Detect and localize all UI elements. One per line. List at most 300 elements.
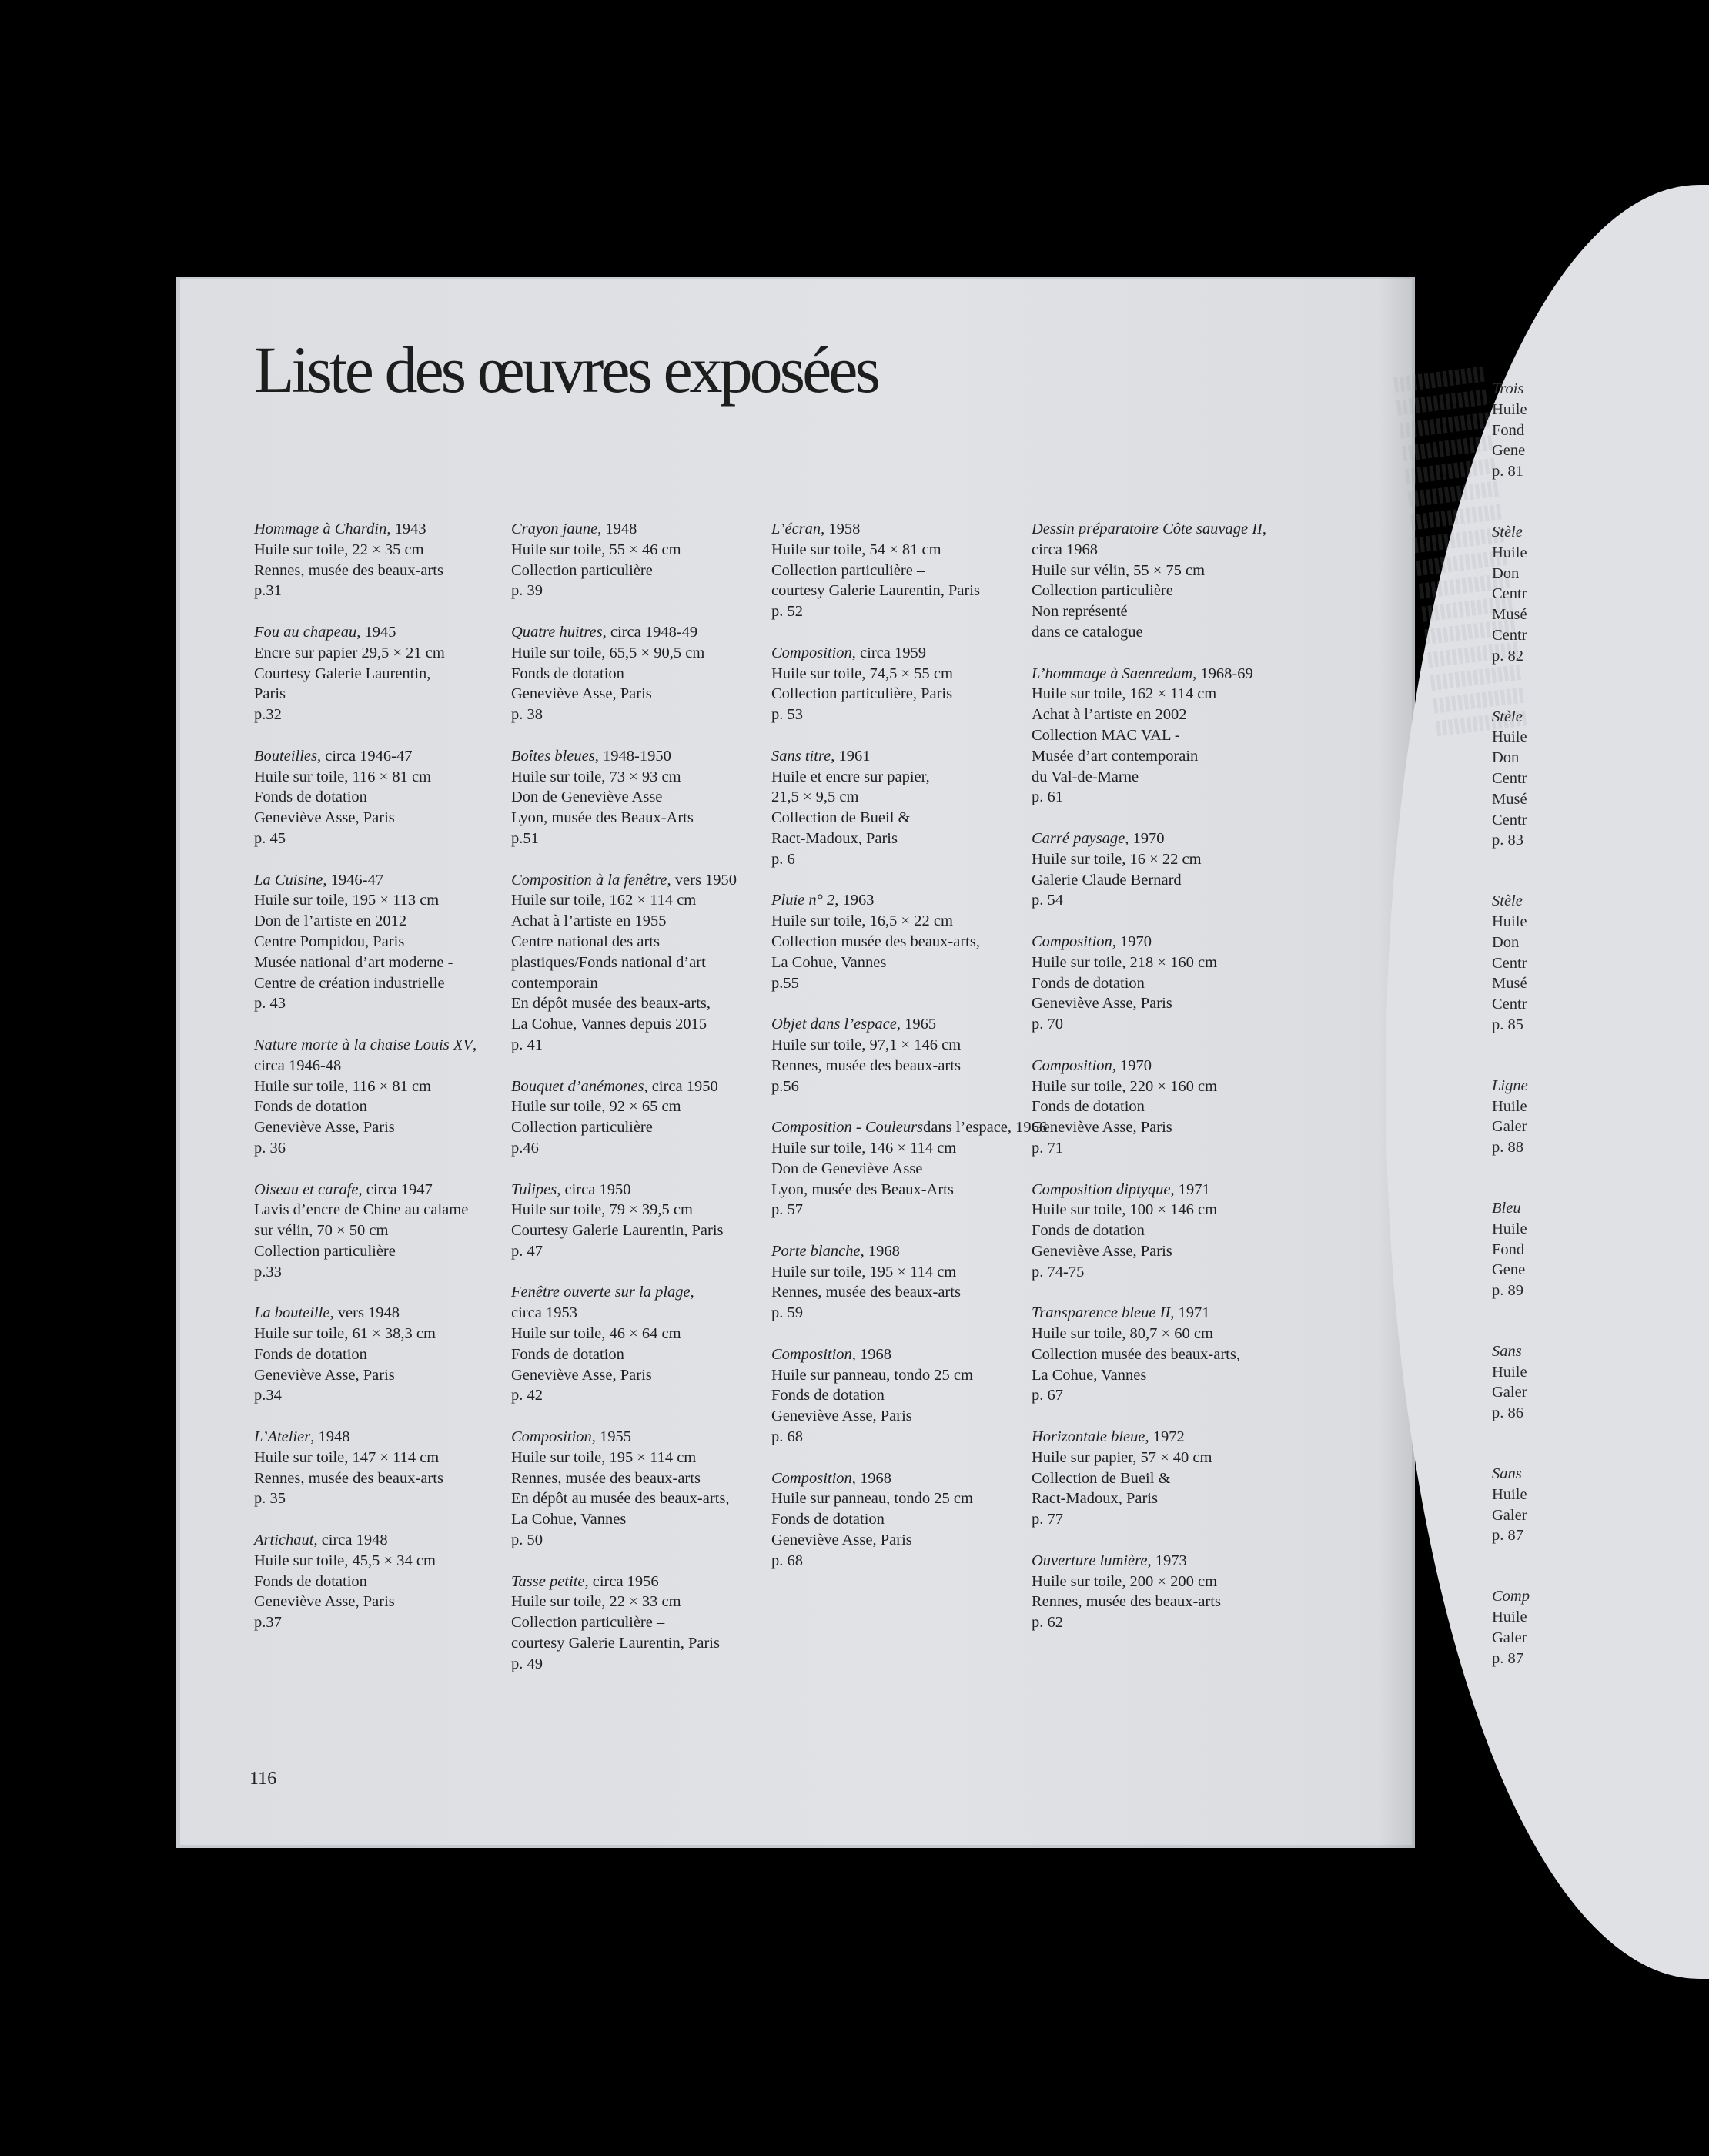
artwork-detail-line: Ract-Madoux, Paris: [771, 829, 898, 847]
artwork-detail-line: Rennes, musée des beaux-arts: [1032, 1593, 1221, 1611]
artwork-date: , 1948-1950: [594, 747, 671, 765]
artwork-detail-line: Geneviève Asse, Paris: [511, 1366, 652, 1384]
artwork-detail-line: Huile sur toile, 92 × 65 cm: [511, 1098, 681, 1116]
artwork-title-line: [511, 1076, 765, 1097]
facing-entry-line: Galer: [1492, 1629, 1527, 1646]
artwork-detail-line: p. 50: [511, 1532, 543, 1549]
artwork-title-line: [254, 622, 508, 643]
artwork-detail-line: p. 42: [511, 1387, 543, 1404]
catalogue-page: [180, 279, 1412, 1845]
artwork-detail-line: Ract-Madoux, Paris: [1032, 1490, 1158, 1508]
artwork-entry: [771, 1468, 1025, 1572]
artwork-entry: [771, 1014, 1025, 1096]
artwork-title: Hommage à Chardin: [254, 521, 387, 537]
artwork-date: , 1963: [834, 892, 875, 909]
artwork-title: Oiseau et carafe: [254, 1180, 359, 1198]
artwork-title-line: [254, 746, 508, 767]
artwork-entry: [254, 1303, 508, 1406]
artwork-detail-line: p. 67: [1032, 1387, 1063, 1404]
artwork-title: Sans titre: [771, 747, 831, 765]
artwork-detail-line: p. 59: [771, 1304, 803, 1322]
artwork-title-line: [1032, 519, 1286, 540]
artwork-entry: [1032, 829, 1286, 911]
artwork-detail-line: p. 47: [511, 1242, 543, 1260]
artwork-detail-line: La Cohue, Vannes depuis 2015: [511, 1016, 707, 1033]
artwork-detail-line: Centre Pompidou, Paris: [254, 932, 405, 950]
artwork-detail-line: Huile sur toile, 55 × 46 cm: [511, 541, 681, 558]
artwork-detail-line: Fonds de dotation: [254, 1572, 367, 1590]
artwork-detail-line: Geneviève Asse, Paris: [254, 809, 395, 827]
artwork-entry: [1032, 664, 1286, 808]
artwork-title-line: [254, 870, 508, 891]
artwork-detail-line: Huile sur toile, 61 × 38,3 cm: [254, 1325, 436, 1343]
artwork-detail-line: Fonds de dotation: [1032, 974, 1145, 992]
artwork-entry: [254, 1427, 508, 1509]
artwork-detail-line: Collection particulière –: [771, 561, 925, 579]
facing-entry-line: Centr: [1492, 585, 1527, 603]
artwork-detail-line: Fonds de dotation: [511, 1345, 624, 1363]
artwork-detail-line: Huile sur toile, 195 × 113 cm: [254, 892, 440, 909]
artwork-detail-line: Huile sur toile, 79 × 39,5 cm: [511, 1201, 693, 1219]
facing-entry-line: Centr: [1492, 626, 1527, 644]
artwork-detail-line: p. 43: [254, 995, 286, 1013]
artwork-detail-line: p.34: [254, 1387, 282, 1404]
artwork-title-line: [1032, 1303, 1286, 1324]
artwork-detail-line: Centre de création industrielle: [254, 974, 445, 992]
artwork-entry: [511, 1282, 765, 1406]
facing-entry-line: Fond: [1492, 1240, 1525, 1258]
artwork-title: Composition: [771, 644, 852, 661]
artwork-detail-line: p. 45: [254, 829, 286, 847]
artwork-title-line: [771, 1014, 1025, 1035]
artwork-entry: [771, 746, 1025, 870]
artwork-entry: [254, 1180, 508, 1283]
artwork-title: Tasse petite: [511, 1572, 585, 1590]
artwork-detail-line: p.32: [254, 706, 282, 724]
facing-entry-line: p. 87: [1492, 1527, 1523, 1545]
artwork-entry: [1032, 1180, 1286, 1283]
artwork-detail-line: sur vélin, 70 × 50 cm: [254, 1222, 389, 1240]
artwork-entry: [254, 519, 508, 601]
artwork-detail-line: Fonds de dotation: [1032, 1098, 1145, 1116]
artwork-detail-line: Huile sur toile, 116 × 81 cm: [254, 768, 432, 785]
facing-entry-line: Don: [1492, 749, 1520, 767]
artwork-title-line: [254, 1180, 508, 1200]
artwork-title-line: [511, 1427, 765, 1448]
artwork-date: , 1970: [1125, 829, 1165, 847]
artwork-date: , 1945: [356, 623, 396, 641]
artwork-detail-line: Huile sur toile, 218 × 160 cm: [1032, 953, 1218, 971]
artwork-detail-line: p. 41: [511, 1036, 543, 1053]
artwork-detail-line: Huile sur toile, 162 × 114 cm: [511, 892, 697, 909]
artwork-entry: [254, 1530, 508, 1633]
artwork-entry: [254, 870, 508, 1015]
artwork-detail-line: Huile sur toile, 73 × 93 cm: [511, 768, 681, 785]
artwork-detail-line: p.55: [771, 974, 799, 992]
artwork-detail-line: Huile sur papier, 57 × 40 cm: [1032, 1448, 1212, 1466]
artwork-entry: [511, 746, 765, 849]
artwork-title: Quatre huitres: [511, 623, 603, 641]
artwork-detail-line: Huile sur toile, 100 × 146 cm: [1032, 1201, 1218, 1219]
artwork-title-line: [771, 890, 1025, 911]
artwork-entry: [254, 746, 508, 849]
artwork-detail-line: plastiques/Fonds national d’art: [511, 953, 706, 971]
artwork-detail-line: Fonds de dotation: [771, 1511, 885, 1528]
artwork-detail-line: p.37: [254, 1614, 282, 1632]
artwork-detail-line: Geneviève Asse, Paris: [1032, 1242, 1172, 1260]
artwork-detail-line: Courtesy Galerie Laurentin, Paris: [511, 1222, 724, 1240]
artwork-detail-line: Geneviève Asse, Paris: [254, 1119, 395, 1137]
artwork-title: La Cuisine: [254, 871, 323, 889]
artwork-detail-line: dans ce catalogue: [1032, 623, 1143, 641]
artwork-detail-line: p. 61: [1032, 788, 1063, 806]
artwork-title-line: [771, 1468, 1025, 1489]
artwork-detail-line: Fonds de dotation: [254, 1345, 367, 1363]
artwork-detail-line: Fonds de dotation: [254, 1098, 367, 1116]
artwork-detail-line: Huile sur toile, 74,5 × 55 cm: [771, 665, 953, 682]
artwork-detail-line: p. 39: [511, 582, 543, 600]
artwork-detail-line: du Val-de-Marne: [1032, 768, 1139, 785]
artwork-title-line: [771, 1241, 1025, 1262]
facing-entry: [1492, 1586, 1538, 1669]
artwork-date: , 1971: [1170, 1180, 1210, 1198]
artwork-title: Composition: [1032, 932, 1112, 950]
artwork-detail-line: Collection particulière –: [511, 1614, 665, 1632]
artwork-detail-line: Fonds de dotation: [511, 665, 624, 682]
artwork-detail-line: Huile sur toile, 16 × 22 cm: [1032, 850, 1202, 868]
artwork-title-line: [1032, 932, 1286, 952]
facing-entry-line: Comp: [1492, 1588, 1530, 1605]
artwork-detail-line: Rennes, musée des beaux-arts: [511, 1469, 701, 1487]
artwork-title-line: [771, 519, 1025, 540]
artwork-date: , 1968: [860, 1242, 900, 1260]
artwork-detail-line: p. 71: [1032, 1139, 1063, 1157]
artwork-entry: [771, 643, 1025, 725]
artwork-title: Bouteilles: [254, 747, 317, 765]
artwork-title: Composition - Couleurs: [771, 1119, 924, 1137]
artwork-detail-line: Lavis d’encre de Chine au calame: [254, 1201, 469, 1219]
artwork-title-line: [771, 1344, 1025, 1365]
artwork-entry: [771, 890, 1025, 993]
artwork-detail-line: Collection musée des beaux-arts,: [1032, 1345, 1240, 1363]
artwork-detail-line: Huile sur toile, 46 × 64 cm: [511, 1325, 681, 1343]
artwork-entry: [511, 1427, 765, 1551]
facing-entry-line: Huile: [1492, 1609, 1527, 1626]
facing-entry-line: Gene: [1492, 1261, 1526, 1279]
artwork-title-line: [771, 746, 1025, 767]
artwork-date: , 1972: [1145, 1428, 1185, 1446]
artwork-detail-line: Collection particulière: [1032, 582, 1173, 600]
artwork-detail-line: Geneviève Asse, Paris: [771, 1408, 912, 1425]
artwork-title: Fou au chapeau: [254, 623, 357, 641]
artwork-title: Dessin préparatoire Côte sauvage II: [1032, 521, 1263, 537]
artwork-detail-line: p. 68: [771, 1552, 803, 1569]
artwork-date: , 1971: [1170, 1304, 1210, 1322]
artwork-title-line: [1032, 1056, 1286, 1076]
artwork-detail-line: p. 49: [511, 1655, 543, 1672]
artwork-title: Composition à la fenêtre: [511, 871, 667, 889]
facing-entry-line: Centr: [1492, 769, 1527, 787]
artwork-detail-line: p. 35: [254, 1490, 286, 1508]
artwork-title-line: [511, 1572, 765, 1592]
artwork-date: , 1961: [831, 747, 871, 765]
artwork-date: , circa 1956: [584, 1572, 659, 1590]
artwork-detail-line: p.33: [254, 1263, 282, 1281]
artwork-detail-line: p. 6: [771, 850, 795, 868]
artwork-detail-line: Huile sur panneau, tondo 25 cm: [771, 1366, 973, 1384]
artwork-entry: [511, 870, 765, 1056]
artwork-date: ,: [1262, 521, 1266, 537]
artwork-entry: [511, 622, 765, 725]
artwork-date: , 1948: [597, 521, 637, 537]
artwork-entry: [771, 519, 1025, 622]
artwork-date: , vers 1948: [329, 1304, 400, 1322]
facing-entry-line: Huile: [1492, 400, 1527, 418]
artwork-title-line: [1032, 1551, 1286, 1572]
facing-entry-line: Huile: [1492, 544, 1527, 561]
artwork-title: Transparence bleue II: [1032, 1304, 1171, 1322]
artwork-title: Horizontale bleue: [1032, 1428, 1145, 1446]
artwork-detail-line: Huile sur toile, 22 × 33 cm: [511, 1593, 681, 1611]
artwork-title: Composition diptyque: [1032, 1180, 1171, 1198]
facing-entry-line: Musé: [1492, 975, 1527, 993]
artwork-title-line: [771, 1117, 1048, 1138]
artwork-detail-line: Huile et encre sur papier,: [771, 768, 930, 785]
artwork-entry: [254, 622, 508, 725]
artwork-detail-line: Huile sur vélin, 55 × 75 cm: [1032, 561, 1206, 579]
artwork-title: Composition: [771, 1345, 852, 1363]
artwork-title: Composition: [511, 1428, 592, 1446]
facing-entry-line: Huile: [1492, 1097, 1527, 1115]
artwork-entry: [254, 1035, 508, 1159]
artwork-date: , 1970: [1112, 932, 1152, 950]
artwork-detail-line: Collection particulière: [511, 561, 653, 579]
facing-page-column: [1492, 379, 1538, 1709]
column-1: [254, 519, 508, 1654]
artwork-detail-line: Huile sur toile, 162 × 114 cm: [1032, 685, 1217, 703]
artwork-title: Nature morte à la chaise Louis XV: [254, 1036, 473, 1053]
artwork-title: L’Atelier: [254, 1428, 311, 1446]
artwork-detail-line: Huile sur toile, 200 × 200 cm: [1032, 1572, 1218, 1590]
artwork-title-line: [511, 1282, 765, 1303]
facing-entry: [1492, 1464, 1538, 1546]
artwork-detail-line: contemporain: [511, 974, 598, 992]
facing-entry-line: Centr: [1492, 811, 1527, 829]
facing-entry-line: Don: [1492, 564, 1520, 582]
artwork-date: , 1948: [310, 1428, 350, 1446]
artwork-detail-line: circa 1968: [1032, 541, 1098, 558]
artwork-detail-line: Huile sur toile, 65,5 × 90,5 cm: [511, 644, 705, 661]
artwork-detail-line: p. 62: [1032, 1614, 1063, 1632]
artwork-title: Fenêtre ouverte sur la plage: [511, 1284, 691, 1301]
artwork-date: , 1946-47: [323, 871, 383, 889]
facing-entry-line: Don: [1492, 933, 1520, 951]
facing-entry-line: Huile: [1492, 912, 1527, 930]
artwork-detail-line: En dépôt musée des beaux-arts,: [511, 995, 711, 1013]
artwork-detail-line: Fonds de dotation: [771, 1387, 885, 1404]
artwork-detail-line: Don de Geneviève Asse: [771, 1160, 923, 1177]
artwork-date: , 1965: [896, 1016, 937, 1033]
facing-entry-line: Gene: [1492, 442, 1526, 460]
artwork-title-line: [1032, 829, 1286, 849]
artwork-date: , circa 1950: [557, 1180, 631, 1198]
artwork-title-line: [254, 1530, 508, 1551]
artwork-detail-line: Huile sur toile, 146 × 114 cm: [771, 1139, 957, 1157]
artwork-date: ,: [472, 1036, 477, 1053]
artwork-title-line: [511, 1180, 765, 1200]
artwork-title: Bouquet d’anémones: [511, 1077, 644, 1095]
artwork-detail-line: Lyon, musée des Beaux-Arts: [771, 1180, 954, 1198]
facing-entry-line: Centr: [1492, 954, 1527, 972]
artwork-title-line: [254, 1303, 508, 1324]
facing-entry: [1492, 891, 1538, 1036]
artwork-detail-line: p. 38: [511, 706, 543, 724]
facing-entry-line: Centr: [1492, 996, 1527, 1013]
artwork-detail-line: p. 36: [254, 1139, 286, 1157]
facing-entry-line: p. 87: [1492, 1649, 1523, 1667]
artwork-title-line: [511, 622, 765, 643]
facing-entry-line: Stèle: [1492, 892, 1523, 910]
artwork-entry: [511, 519, 765, 601]
artwork-detail-line: p. 52: [771, 603, 803, 621]
artwork-detail-line: Courtesy Galerie Laurentin,: [254, 665, 431, 682]
facing-entry-line: p. 85: [1492, 1016, 1523, 1033]
artwork-detail-line: Geneviève Asse, Paris: [771, 1532, 912, 1549]
artwork-detail-line: Musée national d’art moderne -: [254, 953, 453, 971]
artwork-date: , circa 1948: [313, 1532, 388, 1549]
artwork-detail-line: Huile sur toile, 220 × 160 cm: [1032, 1077, 1218, 1095]
artwork-detail-line: p.56: [771, 1077, 799, 1095]
facing-entry-line: Sans: [1492, 1465, 1522, 1483]
artwork-title: Tulipes: [511, 1180, 557, 1198]
artwork-title: Porte blanche: [771, 1242, 861, 1260]
artwork-entry: [771, 1241, 1025, 1324]
facing-entry-line: Galer: [1492, 1384, 1527, 1401]
artwork-entry: [511, 1572, 765, 1675]
facing-entry-line: p. 81: [1492, 463, 1523, 480]
artwork-title-line: [1032, 1427, 1286, 1448]
artwork-detail-line: Huile sur toile, 116 × 81 cm: [254, 1077, 432, 1095]
artwork-title: Artichaut: [254, 1532, 314, 1549]
artwork-detail-line: Geneviève Asse, Paris: [254, 1593, 395, 1611]
artwork-title-line: [1032, 1180, 1286, 1200]
artwork-title: Boîtes bleues: [511, 747, 595, 765]
artwork-detail-line: p. 77: [1032, 1511, 1063, 1528]
artwork-detail-line: p. 70: [1032, 1016, 1063, 1033]
artwork-detail-line: p. 57: [771, 1201, 803, 1219]
artwork-title-line: [511, 746, 765, 767]
artwork-detail-line: Centre national des arts: [511, 932, 660, 950]
artwork-detail-line: p.51: [511, 829, 539, 847]
artwork-title-line: [771, 643, 1025, 664]
artwork-title: Objet dans l’espace: [771, 1016, 897, 1033]
artwork-detail-line: Encre sur papier 29,5 × 21 cm: [254, 644, 445, 661]
facing-entry-line: Huile: [1492, 1485, 1527, 1503]
facing-entry-line: p. 86: [1492, 1404, 1523, 1422]
artwork-detail-line: p.31: [254, 582, 282, 600]
artwork-title: Ouverture lumière: [1032, 1552, 1148, 1569]
facing-entry-line: Huile: [1492, 728, 1527, 746]
facing-entry-line: Trois: [1492, 380, 1524, 397]
artwork-detail-line: 21,5 × 9,5 cm: [771, 788, 859, 806]
artwork-entry: [1032, 519, 1286, 643]
artwork-detail-line: Huile sur toile, 22 × 35 cm: [254, 541, 424, 558]
artwork-detail-line: Lyon, musée des Beaux-Arts: [511, 809, 694, 827]
artwork-detail-line: Collection musée des beaux-arts,: [771, 932, 980, 950]
artwork-detail-line: courtesy Galerie Laurentin, Paris: [511, 1635, 720, 1652]
facing-entry-line: p. 83: [1492, 832, 1523, 849]
facing-entry-line: Bleu: [1492, 1199, 1521, 1217]
artwork-detail-line: Collection de Bueil &: [771, 809, 911, 827]
artwork-detail-line: Don de l’artiste en 2012: [254, 912, 407, 930]
artwork-detail-line: Achat à l’artiste en 2002: [1032, 706, 1187, 724]
artwork-detail-line: Collection de Bueil &: [1032, 1469, 1171, 1487]
artwork-title-line: [511, 870, 765, 891]
artwork-detail-line: Collection particulière, Paris: [771, 685, 953, 703]
artwork-entry: [1032, 1427, 1286, 1530]
artwork-detail-line: p.46: [511, 1139, 539, 1157]
artwork-entry: [1032, 932, 1286, 1035]
artwork-detail-line: La Cohue, Vannes: [771, 953, 887, 971]
artwork-date: , 1973: [1147, 1552, 1187, 1569]
artwork-date: dans l’espace, 1966: [923, 1119, 1048, 1137]
artwork-date: , circa 1948-49: [602, 623, 698, 641]
artwork-title: L’hommage à Saenredam: [1032, 665, 1193, 682]
facing-entry-line: p. 89: [1492, 1282, 1523, 1300]
artwork-entry: [1032, 1303, 1286, 1406]
artwork-detail-line: Rennes, musée des beaux-arts: [254, 561, 443, 579]
artwork-detail-line: Huile sur toile, 54 × 81 cm: [771, 541, 941, 558]
artwork-detail-line: Geneviève Asse, Paris: [511, 685, 652, 703]
facing-page-edge: [1386, 185, 1709, 1979]
artwork-title-line: [511, 519, 765, 540]
artwork-detail-line: Rennes, musée des beaux-arts: [771, 1056, 961, 1074]
column-4: [1032, 519, 1286, 1654]
artwork-detail-line: Non représenté: [1032, 603, 1128, 621]
page-title: Liste des œuvres exposées: [254, 333, 878, 407]
facing-entry-line: Stèle: [1492, 708, 1523, 725]
artwork-detail-line: p. 53: [771, 706, 803, 724]
artwork-entry: [1032, 1056, 1286, 1159]
artwork-title: Crayon jaune: [511, 521, 598, 537]
artwork-detail-line: La Cohue, Vannes: [511, 1511, 627, 1528]
artwork-detail-line: Galerie Claude Bernard: [1032, 871, 1182, 889]
artwork-date: ,: [690, 1284, 694, 1301]
facing-entry-line: Musé: [1492, 606, 1527, 624]
artwork-title: Carré paysage: [1032, 829, 1125, 847]
artwork-detail-line: circa 1953: [511, 1304, 577, 1322]
facing-entry: [1492, 707, 1538, 852]
artwork-detail-line: Musée d’art contemporain: [1032, 747, 1199, 765]
artwork-title: Pluie n° 2: [771, 892, 835, 909]
artwork-detail-line: Rennes, musée des beaux-arts: [771, 1284, 961, 1301]
artwork-detail-line: Fonds de dotation: [1032, 1222, 1145, 1240]
artwork-detail-line: p. 74-75: [1032, 1263, 1085, 1281]
artwork-detail-line: Geneviève Asse, Paris: [1032, 995, 1172, 1013]
artwork-date: , circa 1946-47: [316, 747, 413, 765]
artwork-date: , circa 1950: [644, 1077, 718, 1095]
artwork-detail-line: Huile sur toile, 195 × 114 cm: [771, 1263, 957, 1281]
facing-entry-line: p. 88: [1492, 1139, 1523, 1157]
facing-entry-line: Galer: [1492, 1506, 1527, 1524]
facing-entry-line: Huile: [1492, 1220, 1527, 1237]
artwork-detail-line: Geneviève Asse, Paris: [1032, 1119, 1172, 1137]
artwork-title: Composition: [1032, 1056, 1112, 1074]
facing-entry-line: Huile: [1492, 1363, 1527, 1381]
artwork-date: , circa 1959: [851, 644, 926, 661]
artwork-date: , circa 1947: [358, 1180, 433, 1198]
artwork-entry: [771, 1344, 1025, 1448]
